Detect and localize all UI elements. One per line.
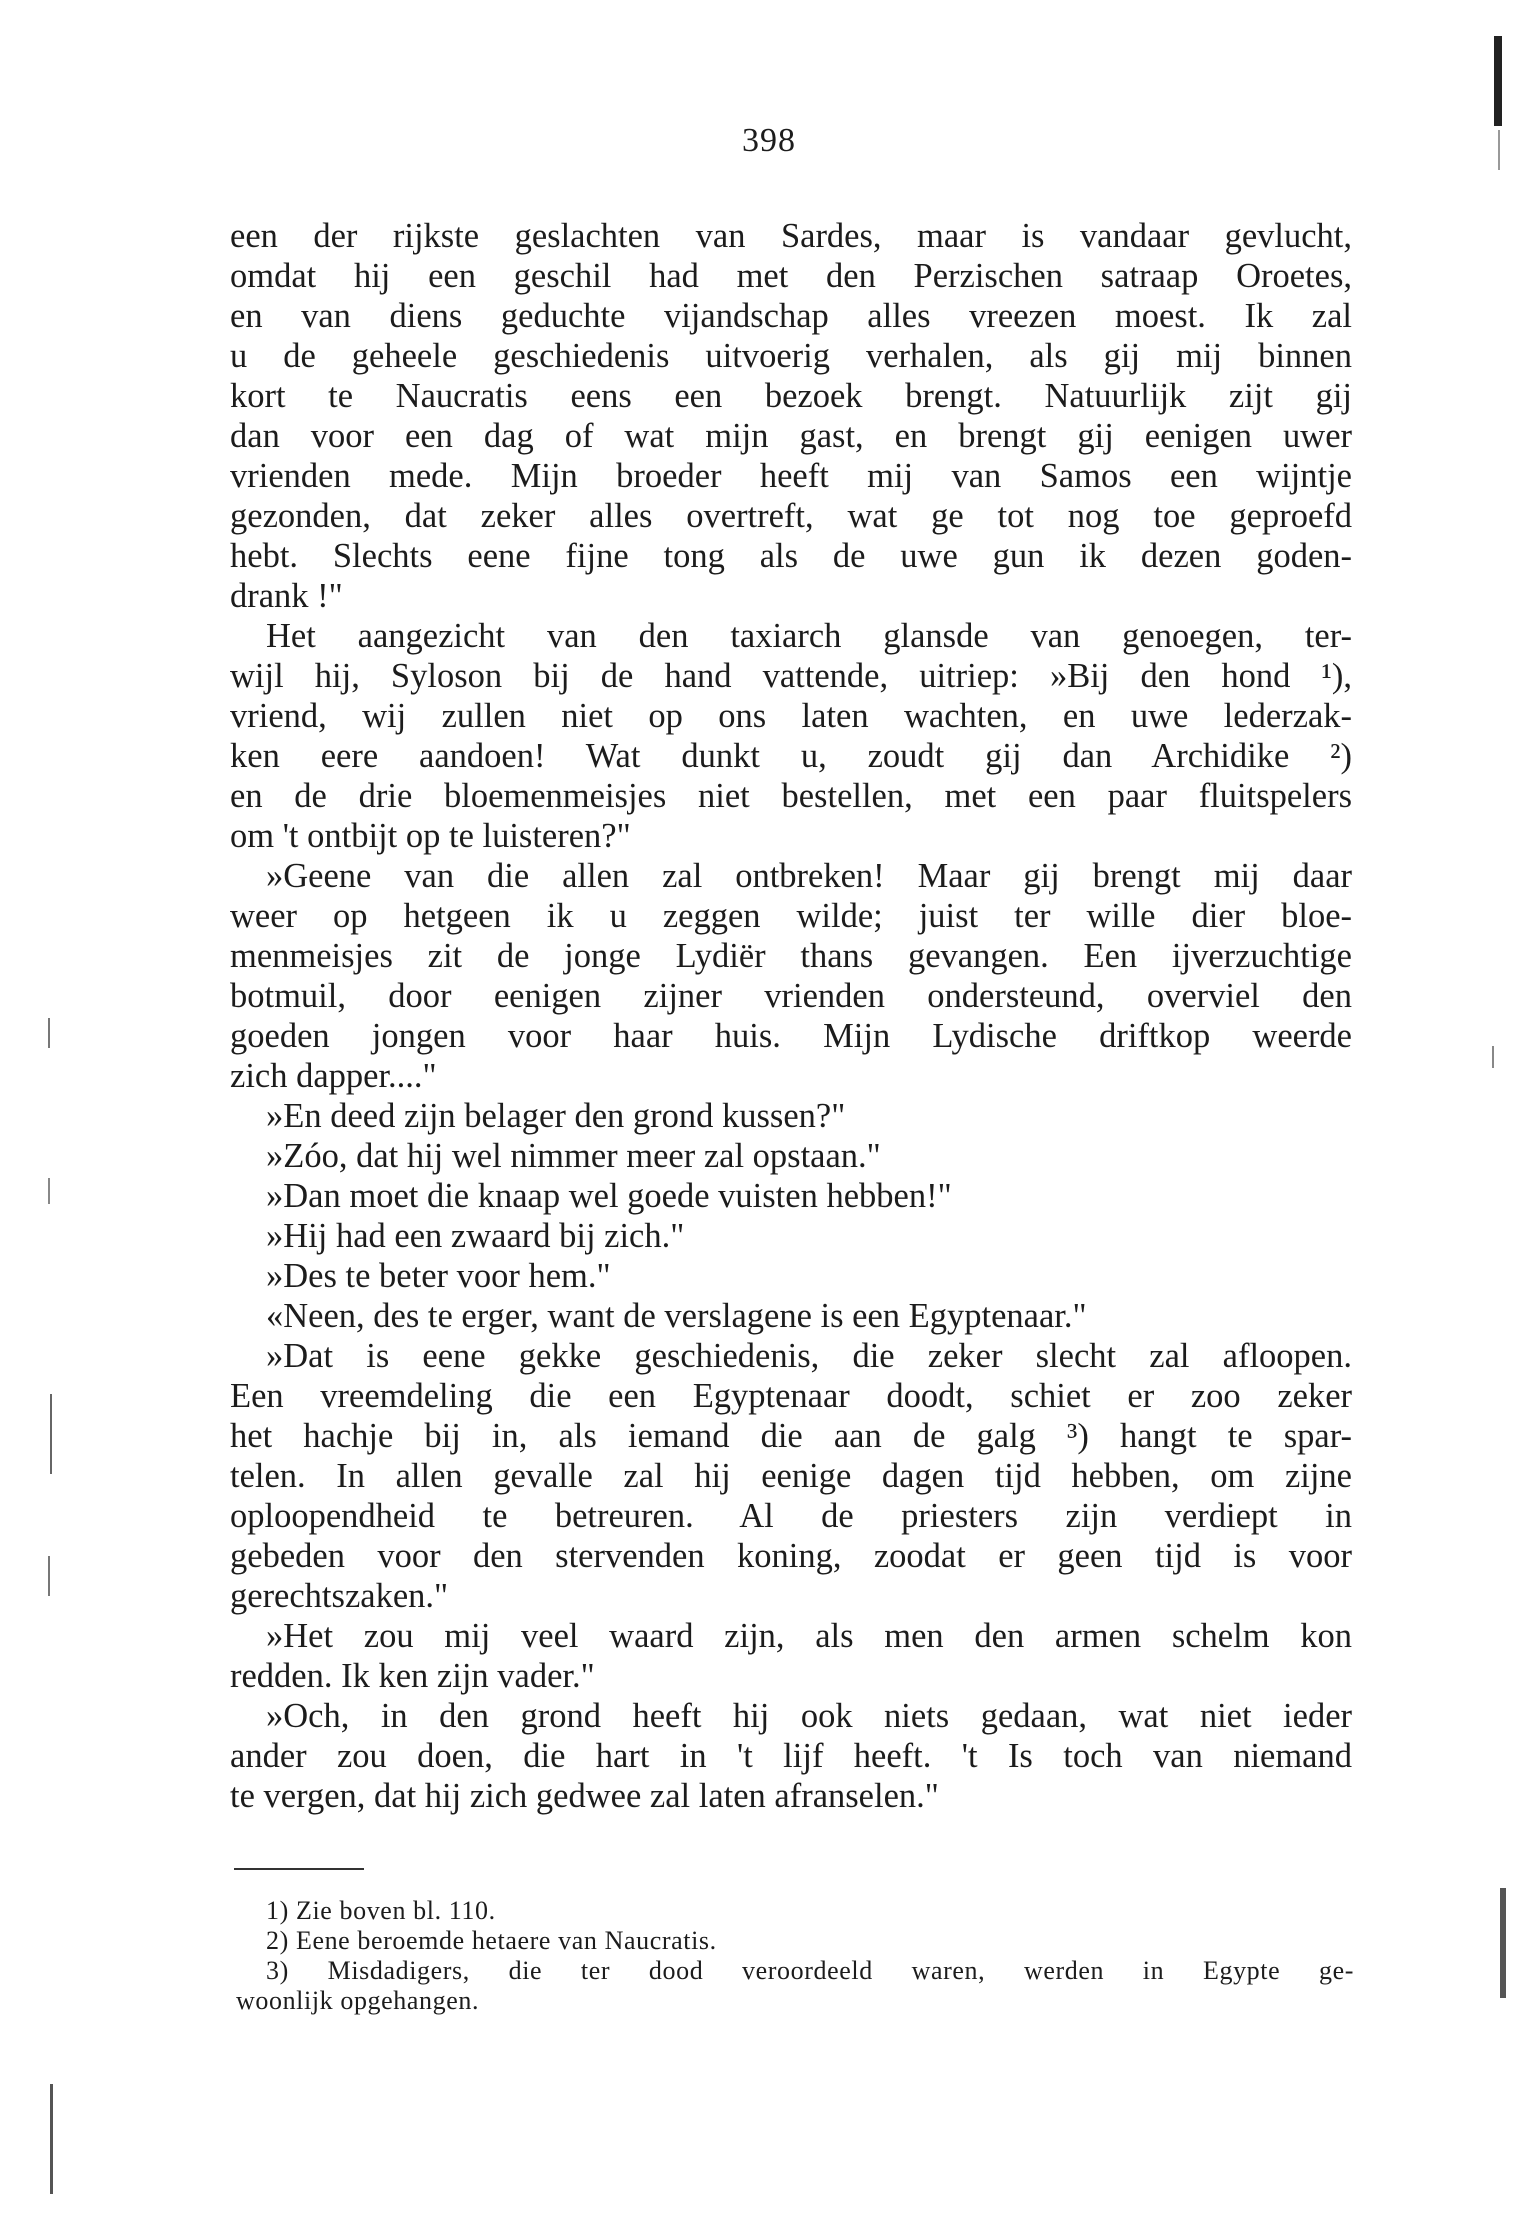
text-line: »Dan moet die knaap wel goede vuisten hebben!": [266, 1177, 952, 1215]
text-line: u de geheele geschiedenis uitvoerig verhalen, als gij mij binnen: [230, 337, 1352, 375]
scan-edge-mark: [1500, 1888, 1506, 1998]
text-line: zich dapper....": [230, 1057, 437, 1095]
scan-edge-mark: [1494, 36, 1502, 126]
text-line: drank !": [230, 577, 343, 615]
scan-edge-mark: [48, 1556, 50, 1596]
text-line: weer op hetgeen ik u zeggen wilde; juist ter wille dier bloe-: [230, 897, 1352, 935]
text-line: menmeisjes zit de jonge Lydiër thans gevangen. Een ijverzuchtige: [230, 937, 1352, 975]
text-line: wijl hij, Syloson bij de hand vattende, uitriep: »Bij den hond ¹),: [230, 657, 1352, 695]
text-line: ander zou doen, die hart in 't lijf heeft. 't Is toch van niemand: [230, 1737, 1352, 1775]
page-number: 398: [742, 122, 796, 159]
scan-edge-mark: [48, 1178, 50, 1204]
text-line: en van diens geduchte vijandschap alles vreezen moest. Ik zal: [230, 297, 1352, 335]
text-line: »Och, in den grond heeft hij ook niets gedaan, wat niet ieder: [266, 1697, 1352, 1735]
text-line: «Neen, des te erger, want de verslagene is een Egyptenaar.": [266, 1297, 1087, 1335]
text-line: »Des te beter voor hem.": [266, 1257, 611, 1295]
text-line: het hachje bij in, als iemand die aan de galg ³) hangt te spar-: [230, 1417, 1352, 1455]
text-line: goeden jongen voor haar huis. Mijn Lydische driftkop weerde: [230, 1017, 1352, 1055]
scan-edge-mark: [48, 1018, 50, 1048]
text-line: »Geene van die allen zal ontbreken! Maar gij brengt mij daar: [266, 857, 1352, 895]
text-line: »En deed zijn belager den grond kussen?": [266, 1097, 846, 1135]
text-line: ken eere aandoen! Wat dunkt u, zoudt gij dan Archidike ²): [230, 737, 1352, 775]
scan-edge-mark: [50, 2084, 53, 2194]
text-line: »Hij had een zwaard bij zich.": [266, 1217, 685, 1255]
text-line: te vergen, dat hij zich gedwee zal laten afranselen.": [230, 1777, 939, 1815]
text-line: Een vreemdeling die een Egyptenaar doodt, schiet er zoo zeker: [230, 1377, 1352, 1415]
text-line: »Zóo, dat hij wel nimmer meer zal opstaan.": [266, 1137, 881, 1175]
text-line: kort te Naucratis eens een bezoek brengt. Natuurlijk zijt gij: [230, 377, 1352, 415]
text-line: vriend, wij zullen niet op ons laten wachten, en uwe lederzak-: [230, 697, 1352, 735]
text-line: »Dat is eene gekke geschiedenis, die zeker slecht zal afloopen.: [266, 1337, 1352, 1375]
footnote: 1) Zie boven bl. 110.: [266, 1896, 496, 1925]
text-line: vrienden mede. Mijn broeder heeft mij van Samos een wijntje: [230, 457, 1352, 495]
text-line: oploopendheid te betreuren. Al de priesters zijn verdiept in: [230, 1497, 1352, 1535]
footnote: woonlijk opgehangen.: [236, 1986, 480, 2015]
text-line: gezonden, dat zeker alles overtreft, wat ge tot nog toe geproefd: [230, 497, 1352, 535]
text-line: telen. In allen gevalle zal hij eenige dagen tijd hebben, om zijne: [230, 1457, 1352, 1495]
text-line: botmuil, door eenigen zijner vrienden ondersteund, overviel den: [230, 977, 1352, 1015]
text-line: redden. Ik ken zijn vader.": [230, 1657, 595, 1695]
scan-edge-mark: [1498, 130, 1500, 170]
scan-edge-mark: [50, 1394, 52, 1474]
text-line: gebeden voor den stervenden koning, zoodat er geen tijd is voor: [230, 1537, 1352, 1575]
text-line: gerechtszaken.": [230, 1577, 449, 1615]
scan-edge-mark: [1492, 1046, 1494, 1068]
footnote: 3) Misdadigers, die ter dood veroordeeld waren, werden in Egypte ge-: [266, 1956, 1354, 1985]
text-line: hebt. Slechts eene fijne tong als de uwe gun ik dezen goden-: [230, 537, 1352, 575]
text-line: Het aangezicht van den taxiarch glansde van genoegen, ter-: [266, 617, 1352, 655]
footnote: 2) Eene beroemde hetaere van Naucratis.: [266, 1926, 717, 1955]
text-line: »Het zou mij veel waard zijn, als men den armen schelm kon: [266, 1617, 1352, 1655]
text-line: een der rijkste geslachten van Sardes, maar is vandaar gevlucht,: [230, 217, 1352, 255]
text-line: en de drie bloemenmeisjes niet bestellen, met een paar fluitspelers: [230, 777, 1352, 815]
text-line: dan voor een dag of wat mijn gast, en brengt gij eenigen uwer: [230, 417, 1352, 455]
text-line: om 't ontbijt op te luisteren?": [230, 817, 631, 855]
footnote-divider: [234, 1868, 364, 1870]
text-line: omdat hij een geschil had met den Perzischen satraap Oroetes,: [230, 257, 1352, 295]
